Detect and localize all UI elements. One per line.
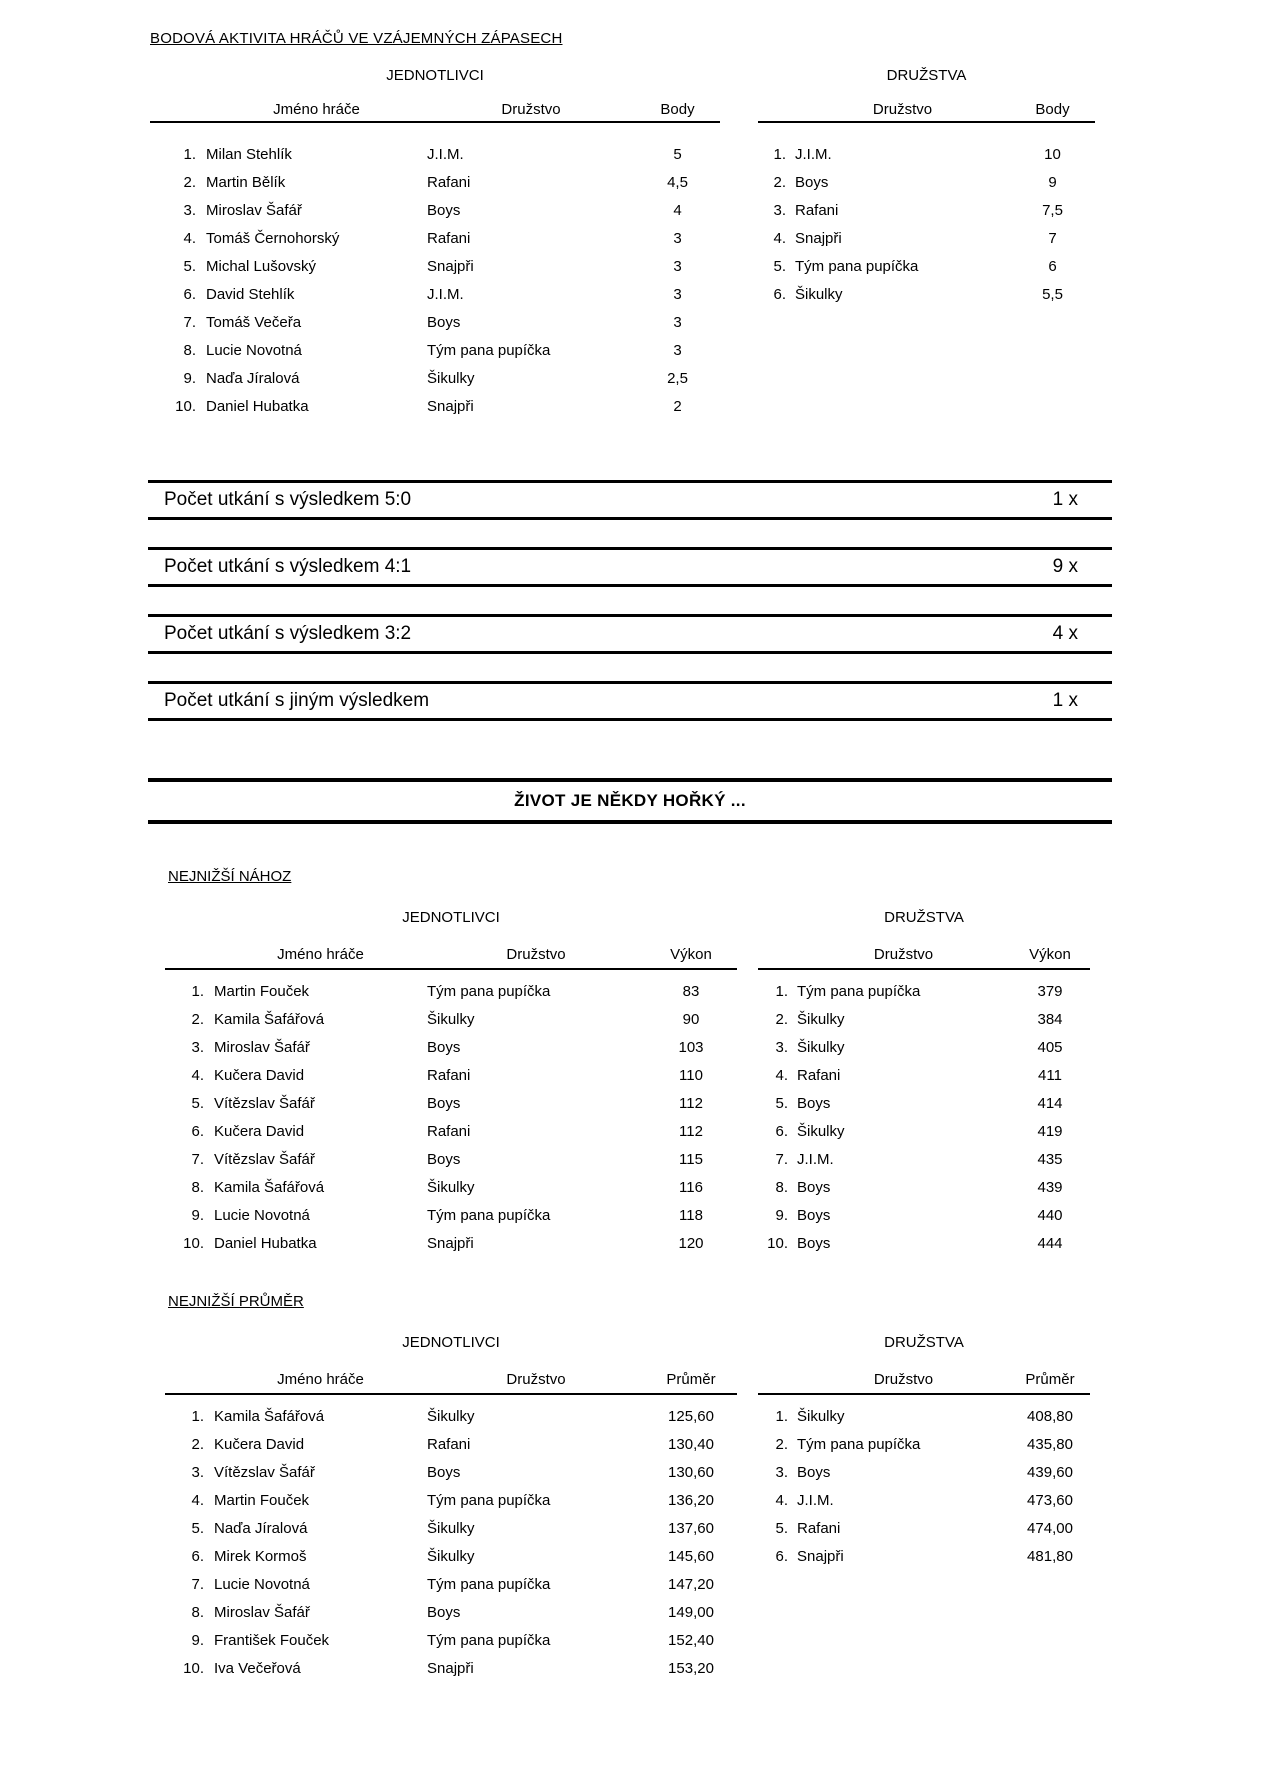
table-cell: 444 <box>1037 1235 1063 1252</box>
score-count-label: Počet utkání s jiným výsledkem <box>164 690 430 711</box>
table-cell: Tomáš Černohorský <box>206 230 340 247</box>
table-row <box>758 978 1090 1006</box>
table-row <box>165 1543 737 1571</box>
table-cell: Šikulky <box>427 1179 475 1196</box>
table-cell: 1. <box>191 983 204 1000</box>
table-cell: 3 <box>673 314 682 331</box>
table-cell: 90 <box>682 1011 700 1028</box>
table-row <box>758 169 1095 197</box>
table-cell: 5,5 <box>1042 286 1063 303</box>
table-row <box>165 1230 737 1258</box>
column-header-spacer <box>165 943 208 968</box>
table-cell: 9. <box>191 1207 204 1224</box>
table-rows <box>758 1403 1090 1571</box>
table-cell: 2 <box>673 398 682 415</box>
table-cell: 103 <box>678 1039 704 1056</box>
column-header-team: Družstvo <box>501 101 561 118</box>
table-row <box>758 253 1095 281</box>
column-header-performance: Výkon <box>1029 946 1071 963</box>
table-cell: 6. <box>773 286 786 303</box>
table-cell: 3. <box>191 1464 204 1481</box>
table-rows <box>165 978 737 1258</box>
table-cell: 440 <box>1037 1207 1063 1224</box>
table-cell: Mirek Kormoš <box>214 1548 307 1565</box>
table-row <box>758 197 1095 225</box>
table-cell: 115 <box>679 1151 703 1168</box>
table-cell: 474,00 <box>1027 1520 1073 1537</box>
table-cell: Kučera David <box>214 1436 305 1453</box>
table-row <box>165 1627 737 1655</box>
table-cell: 3 <box>673 286 682 303</box>
table-cell: 9. <box>191 1632 204 1649</box>
table-cell: Tým pana pupíčka <box>427 1492 551 1509</box>
table-cell: 9 <box>1048 174 1057 191</box>
table-cell: Snajpři <box>427 258 474 275</box>
table-cell: 7,5 <box>1042 202 1063 219</box>
table-cell: 10. <box>183 1660 204 1677</box>
table-cell: Snajpři <box>427 1235 474 1252</box>
table-cell: Boys <box>427 202 461 219</box>
table-cell: Tým pana pupíčka <box>427 1632 551 1649</box>
column-header-spacer <box>150 100 200 121</box>
table-prumer-individuals <box>165 1333 737 1683</box>
table-cell: 6. <box>775 1548 788 1565</box>
table-cell: 4 <box>673 202 682 219</box>
table-row <box>150 393 720 421</box>
table-cell: 3 <box>673 258 682 275</box>
table-cell: Šikulky <box>427 1011 475 1028</box>
table-cell: 4,5 <box>667 174 688 191</box>
table-row <box>165 1655 737 1683</box>
table-cell: 2. <box>775 1011 788 1028</box>
score-count-value: 4 x <box>1052 623 1078 644</box>
table-cell: Kamila Šafářová <box>214 1408 325 1425</box>
table-cell: Daniel Hubatka <box>214 1235 317 1252</box>
table-cell: Šikulky <box>797 1408 845 1425</box>
table-cell: 1. <box>183 146 196 163</box>
table-row <box>758 1487 1090 1515</box>
table-title-individuals: JEDNOTLIVCI <box>402 1334 500 1351</box>
table-row <box>758 1174 1090 1202</box>
score-count-label: Počet utkání s výsledkem 5:0 <box>164 489 412 510</box>
table-row <box>150 197 720 225</box>
score-count-value: 1 x <box>1052 690 1078 711</box>
table-cell: 439,60 <box>1027 1464 1073 1481</box>
table-cell: Boys <box>427 1039 461 1056</box>
score-count-box-5-0 <box>148 480 1112 520</box>
table-row <box>150 337 720 365</box>
table-cell: Miroslav Šafář <box>214 1604 310 1621</box>
table-cell: 7. <box>183 314 196 331</box>
document-title: BODOVÁ AKTIVITA HRÁČŮ VE VZÁJEMNÝCH ZÁPASECH <box>150 30 563 47</box>
table-cell: 5. <box>183 258 196 275</box>
table-cell: 2,5 <box>667 370 688 387</box>
table-cell: Tým pana pupíčka <box>427 983 551 1000</box>
table-cell: 7 <box>1048 230 1057 247</box>
table-cell: 116 <box>679 1179 703 1196</box>
table-cell: 145,60 <box>668 1548 714 1565</box>
table-cell: Šikulky <box>795 286 843 303</box>
table-cell: 411 <box>1038 1067 1062 1084</box>
table-cell: Boys <box>427 1604 461 1621</box>
column-header-spacer <box>758 100 788 121</box>
table-cell: Tým pana pupíčka <box>797 1436 921 1453</box>
table-cell: 379 <box>1037 983 1063 1000</box>
table-cell: Tomáš Večeřa <box>206 314 302 331</box>
table-rows <box>165 1403 737 1683</box>
table-cell: 405 <box>1037 1039 1063 1056</box>
table-row <box>165 1459 737 1487</box>
table-cell: Vítězslav Šafář <box>214 1151 315 1168</box>
table-row <box>165 1515 737 1543</box>
table-cell: 3. <box>775 1464 788 1481</box>
table-header <box>165 943 737 970</box>
table-cell: Tým pana pupíčka <box>427 342 551 359</box>
table-cell: Boys <box>795 174 829 191</box>
table-cell: 112 <box>679 1095 703 1112</box>
table-row <box>150 281 720 309</box>
table-row <box>150 141 720 169</box>
table-cell: Rafani <box>427 230 471 247</box>
table-cell: Tým pana pupíčka <box>795 258 919 275</box>
table-row <box>165 1202 737 1230</box>
table-row <box>165 1118 737 1146</box>
table-cell: 2. <box>191 1436 204 1453</box>
table-cell: 3. <box>183 202 196 219</box>
table-row <box>758 281 1095 309</box>
table-cell: 130,40 <box>668 1436 714 1453</box>
table-row <box>150 225 720 253</box>
table-cell: Vítězslav Šafář <box>214 1095 315 1112</box>
table-cell: 149,00 <box>668 1604 714 1621</box>
table-cell: 6. <box>191 1548 204 1565</box>
table-cell: 6. <box>183 286 196 303</box>
table-cell: Vítězslav Šafář <box>214 1464 315 1481</box>
column-header-average: Průměr <box>666 1371 716 1388</box>
table-row <box>758 141 1095 169</box>
table-cell: Rafani <box>427 174 471 191</box>
table-cell: 120 <box>678 1235 704 1252</box>
table-cell: 481,80 <box>1027 1548 1073 1565</box>
table-cell: Miroslav Šafář <box>214 1039 310 1056</box>
table-row <box>165 1571 737 1599</box>
column-header-spacer <box>165 1368 208 1393</box>
table-cell: Daniel Hubatka <box>206 398 309 415</box>
table-points-individuals <box>150 66 720 421</box>
table-cell: Martin Bělík <box>206 174 286 191</box>
table-cell: Lucie Novotná <box>214 1576 310 1593</box>
table-cell: 2. <box>183 174 196 191</box>
table-cell: Milan Stehlík <box>206 146 292 163</box>
table-row <box>758 1118 1090 1146</box>
table-row <box>165 1006 737 1034</box>
table-title-teams: DRUŽSTVA <box>884 909 964 926</box>
table-cell: Kučera David <box>214 1123 305 1140</box>
table-cell: 6. <box>191 1123 204 1140</box>
score-count-box-other <box>148 681 1112 721</box>
table-cell: 136,20 <box>668 1492 714 1509</box>
table-cell: Šikulky <box>427 1408 475 1425</box>
table-cell: Šikulky <box>797 1039 845 1056</box>
table-cell: 8. <box>191 1604 204 1621</box>
table-cell: 9. <box>775 1207 788 1224</box>
column-header-team: Družstvo <box>873 1371 934 1388</box>
table-cell: 10 <box>1044 146 1061 163</box>
table-cell: Tým pana pupíčka <box>427 1576 551 1593</box>
table-cell: 7. <box>191 1151 204 1168</box>
table-cell: Naďa Jíralová <box>206 370 300 387</box>
table-row <box>165 1062 737 1090</box>
table-cell: 1. <box>191 1408 204 1425</box>
table-cell: Rafani <box>797 1520 841 1537</box>
table-cell: Tým pana pupíčka <box>427 1207 551 1224</box>
table-cell: J.I.M. <box>797 1492 834 1509</box>
table-cell: J.I.M. <box>427 286 464 303</box>
table-cell: Martin Fouček <box>214 1492 310 1509</box>
table-cell: 5. <box>775 1095 788 1112</box>
table-cell: 7. <box>191 1576 204 1593</box>
table-cell: Naďa Jíralová <box>214 1520 308 1537</box>
table-cell: Michal Lušovský <box>206 258 317 275</box>
table-header <box>758 100 1095 123</box>
table-cell: Boys <box>797 1235 831 1252</box>
table-cell: J.I.M. <box>427 146 464 163</box>
table-cell: 435 <box>1037 1151 1063 1168</box>
table-cell: 8. <box>775 1179 788 1196</box>
table-row <box>165 1090 737 1118</box>
table-cell: 5 <box>673 146 682 163</box>
table-row <box>758 1202 1090 1230</box>
table-cell: Kamila Šafářová <box>214 1011 325 1028</box>
table-cell: Boys <box>797 1095 831 1112</box>
banner-life-is-bitter: ŽIVOT JE NĚKDY HOŘKÝ ... <box>148 778 1112 824</box>
table-row <box>165 1146 737 1174</box>
section-heading-nahoz: NEJNIŽŠÍ NÁHOZ <box>168 868 292 885</box>
score-count-value: 1 x <box>1052 489 1078 510</box>
table-header <box>758 943 1090 970</box>
table-rows <box>758 141 1095 309</box>
table-cell: David Stehlík <box>206 286 295 303</box>
column-header-team: Družstvo <box>873 946 934 963</box>
table-cell: 3 <box>673 230 682 247</box>
table-cell: 6. <box>775 1123 788 1140</box>
table-row <box>165 978 737 1006</box>
table-nahoz-teams <box>758 908 1090 1258</box>
table-title-individuals: JEDNOTLIVCI <box>402 909 500 926</box>
table-cell: 439 <box>1037 1179 1063 1196</box>
table-cell: 2. <box>775 1436 788 1453</box>
column-header-spacer <box>758 1368 790 1393</box>
column-header-player: Jméno hráče <box>277 1371 364 1388</box>
table-rows <box>758 978 1090 1258</box>
table-row <box>758 1090 1090 1118</box>
table-row <box>758 1403 1090 1431</box>
table-cell: 8. <box>191 1179 204 1196</box>
table-row <box>758 225 1095 253</box>
table-cell: Šikulky <box>427 1548 475 1565</box>
table-row <box>758 1146 1090 1174</box>
table-cell: 2. <box>191 1011 204 1028</box>
table-cell: Kučera David <box>214 1067 305 1084</box>
table-cell: Snajpři <box>797 1548 844 1565</box>
table-cell: Boys <box>797 1464 831 1481</box>
score-count-label: Počet utkání s výsledkem 3:2 <box>164 623 412 644</box>
table-cell: 4. <box>773 230 786 247</box>
table-cell: 4. <box>775 1492 788 1509</box>
table-cell: 153,20 <box>668 1660 714 1677</box>
table-cell: 5. <box>191 1095 204 1112</box>
table-cell: 5. <box>191 1520 204 1537</box>
table-nahoz-individuals <box>165 908 737 1258</box>
column-header-performance: Výkon <box>670 946 712 963</box>
table-row <box>150 169 720 197</box>
table-title-individuals: JEDNOTLIVCI <box>386 67 484 84</box>
section-heading-prumer: NEJNIŽŠÍ PRŮMĚR <box>168 1293 304 1310</box>
table-cell: Lucie Novotná <box>214 1207 310 1224</box>
table-row <box>150 253 720 281</box>
column-header-average: Průměr <box>1025 1371 1075 1388</box>
table-cell: 4. <box>191 1492 204 1509</box>
score-count-value: 9 x <box>1052 556 1078 577</box>
table-row <box>758 1431 1090 1459</box>
column-header-points: Body <box>1035 101 1070 118</box>
table-cell: 125,60 <box>668 1408 714 1425</box>
table-row <box>150 309 720 337</box>
table-prumer-teams <box>758 1333 1090 1571</box>
table-cell: 5. <box>773 258 786 275</box>
table-row <box>758 1515 1090 1543</box>
table-cell: 1. <box>773 146 786 163</box>
column-header-team: Družstvo <box>506 946 566 963</box>
table-cell: 10. <box>767 1235 788 1252</box>
table-row <box>165 1599 737 1627</box>
table-cell: 473,60 <box>1027 1492 1073 1509</box>
table-row <box>758 1006 1090 1034</box>
column-header-points: Body <box>660 101 695 118</box>
table-row <box>758 1230 1090 1258</box>
table-cell: František Fouček <box>214 1632 330 1649</box>
table-cell: 8. <box>183 342 196 359</box>
table-cell: 3. <box>191 1039 204 1056</box>
table-cell: 1. <box>775 1408 788 1425</box>
table-cell: 130,60 <box>668 1464 714 1481</box>
table-cell: 110 <box>679 1067 703 1084</box>
table-row <box>165 1034 737 1062</box>
table-cell: Šikulky <box>797 1123 845 1140</box>
table-row <box>758 1459 1090 1487</box>
table-cell: 4. <box>191 1067 204 1084</box>
column-header-player: Jméno hráče <box>277 946 364 963</box>
table-cell: Rafani <box>427 1436 471 1453</box>
table-cell: Boys <box>427 1095 461 1112</box>
table-cell: Martin Fouček <box>214 983 310 1000</box>
table-cell: 408,80 <box>1027 1408 1073 1425</box>
table-cell: 137,60 <box>668 1520 714 1537</box>
column-header-player: Jméno hráče <box>273 101 360 118</box>
table-row <box>758 1034 1090 1062</box>
table-cell: 414 <box>1037 1095 1063 1112</box>
table-header <box>150 100 720 123</box>
table-title-teams: DRUŽSTVA <box>886 67 967 84</box>
table-cell: 419 <box>1037 1123 1063 1140</box>
table-cell: 2. <box>773 174 786 191</box>
column-header-spacer <box>758 943 790 968</box>
table-cell: Snajpři <box>795 230 842 247</box>
table-cell: Rafani <box>427 1067 471 1084</box>
table-cell: 3. <box>775 1039 788 1056</box>
table-cell: 147,20 <box>668 1576 714 1593</box>
table-cell: Rafani <box>427 1123 471 1140</box>
table-header <box>165 1368 737 1395</box>
table-row <box>165 1431 737 1459</box>
table-cell: 4. <box>183 230 196 247</box>
table-cell: 5. <box>775 1520 788 1537</box>
table-cell: 3. <box>773 202 786 219</box>
table-cell: Boys <box>797 1207 831 1224</box>
table-row <box>758 1062 1090 1090</box>
table-cell: Snajpři <box>427 398 474 415</box>
table-cell: J.I.M. <box>797 1151 834 1168</box>
table-row <box>165 1403 737 1431</box>
table-row <box>165 1174 737 1202</box>
table-cell: Tým pana pupíčka <box>797 983 921 1000</box>
table-cell: 7. <box>775 1151 788 1168</box>
table-cell: 6 <box>1048 258 1057 275</box>
table-rows <box>150 141 720 421</box>
table-cell: 9. <box>183 370 196 387</box>
table-points-teams <box>758 66 1095 309</box>
table-cell: Boys <box>797 1179 831 1196</box>
table-cell: Iva Večeřová <box>214 1660 301 1677</box>
table-cell: Kamila Šafářová <box>214 1179 325 1196</box>
table-cell: Snajpři <box>427 1660 474 1677</box>
table-cell: Miroslav Šafář <box>206 202 302 219</box>
table-cell: 112 <box>679 1123 703 1140</box>
table-cell: Boys <box>427 1151 461 1168</box>
table-cell: 384 <box>1037 1011 1063 1028</box>
column-header-team: Družstvo <box>872 101 933 118</box>
table-title-teams: DRUŽSTVA <box>884 1334 964 1351</box>
table-cell: 4. <box>775 1067 788 1084</box>
table-row <box>165 1487 737 1515</box>
table-cell: Šikulky <box>427 370 475 387</box>
table-cell: 1. <box>775 983 788 1000</box>
table-cell: 3 <box>673 342 682 359</box>
table-cell: 152,40 <box>668 1632 714 1649</box>
table-cell: 10. <box>175 398 196 415</box>
column-header-team: Družstvo <box>506 1371 566 1388</box>
score-count-box-3-2 <box>148 614 1112 654</box>
table-row <box>150 365 720 393</box>
table-cell: 10. <box>183 1235 204 1252</box>
table-cell: Šikulky <box>427 1520 475 1537</box>
table-cell: J.I.M. <box>795 146 832 163</box>
table-cell: 83 <box>682 983 700 1000</box>
table-cell: Šikulky <box>797 1011 845 1028</box>
table-cell: Rafani <box>797 1067 841 1084</box>
table-cell: Boys <box>427 1464 461 1481</box>
score-count-label: Počet utkání s výsledkem 4:1 <box>164 556 412 577</box>
table-cell: 435,80 <box>1027 1436 1073 1453</box>
table-cell: Lucie Novotná <box>206 342 302 359</box>
table-row <box>758 1543 1090 1571</box>
table-cell: Rafani <box>795 202 839 219</box>
table-cell: Boys <box>427 314 461 331</box>
score-count-box-4-1 <box>148 547 1112 587</box>
table-cell: 118 <box>679 1207 703 1224</box>
table-header <box>758 1368 1090 1395</box>
